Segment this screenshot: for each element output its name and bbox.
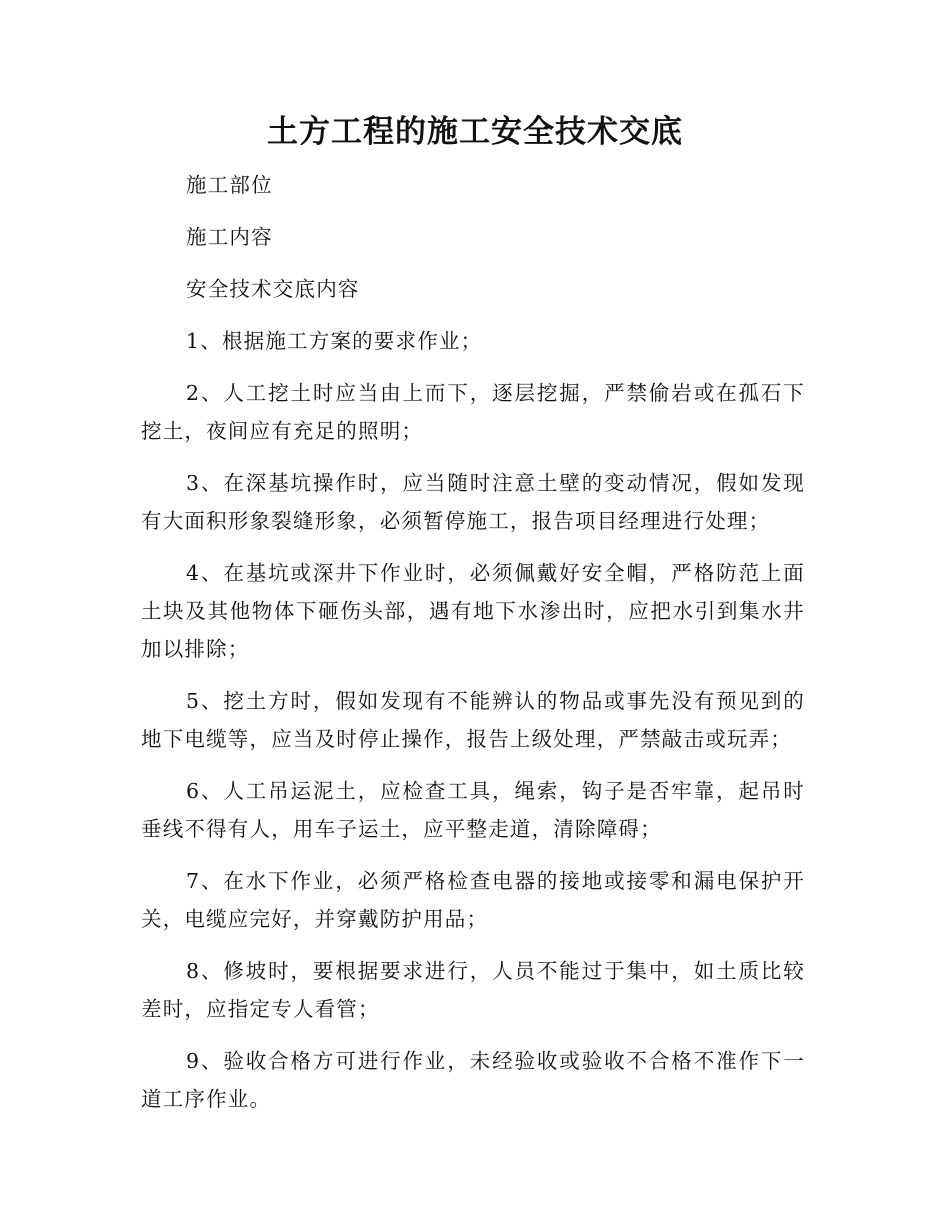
safety-item-8: 8、修坡时，要根据要求进行，人员不能过于集中，如土质比较差时，应指定专人看管； — [141, 959, 805, 1021]
safety-item-7: 7、在水下作业，必须严格检查电器的接地或接零和漏电保护开关，电缆应完好，并穿戴防护用品； — [141, 869, 805, 931]
safety-item-1: 1、根据施工方案的要求作业； — [186, 329, 483, 353]
field-safety-briefing-content: 安全技术交底内容 — [186, 277, 360, 301]
safety-item-9: 9、验收合格方可进行作业，未经验收或验收不合格不准作下一道工序作业。 — [141, 1049, 805, 1111]
safety-item-2: 2、人工挖土时应当由上而下，逐层挖掘，严禁偷岩或在孤石下挖土，夜间应有充足的照明； — [141, 381, 805, 443]
field-construction-location: 施工部位 — [186, 173, 273, 197]
safety-item-4: 4、在基坑或深井下作业时，必须佩戴好安全帽，严格防范上面土块及其他物体下砸伤头部，遇有地下水渗出时，应把水引到集水井加以排除； — [141, 561, 805, 661]
safety-item-5: 5、挖土方时，假如发现有不能辨认的物品或事先没有预见到的地下电缆等，应当及时停止操作，报告上级处理，严禁敲击或玩弄； — [141, 689, 805, 751]
document-title: 土方工程的施工安全技术交底 — [267, 114, 683, 150]
document-body — [141, 166, 805, 1132]
safety-item-3: 3、在深基坑操作时，应当随时注意土壁的变动情况，假如发现有大面积形象裂缝形象，必须暂停施工，报告项目经理进行处理； — [141, 471, 805, 533]
safety-item-6: 6、人工吊运泥土，应检查工具，绳索，钩子是否牢靠，起吊时垂线不得有人，用车子运土，应平整走道，清除障碍； — [141, 779, 805, 841]
field-construction-content: 施工内容 — [186, 225, 273, 249]
